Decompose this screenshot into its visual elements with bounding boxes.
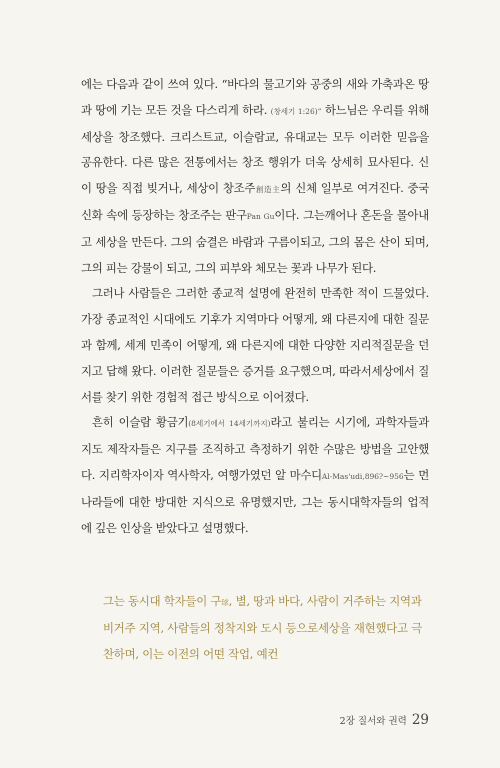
paragraph <box>81 72 429 281</box>
text-run: 되고, 그의 몸은 산이 되며, 그의 피는 강물이 되고, 그의 피부와 체모 <box>81 234 429 275</box>
inline-annotation: (8세기에서 14세기까지) <box>188 419 271 429</box>
text-run: 는 먼 나라들에 대한 방대한 지식으로 유명했지만, 그는 동시대 <box>81 467 429 509</box>
text-run: 세상을 재현했다고 극찬하며, 이는 이전의 어떤 작업, 예컨 <box>103 620 423 661</box>
text-run: 들과 지도 제작자들은 지구를 조직하고 측정하기 위한 수많은 방법 <box>81 415 429 457</box>
text-run: 는 꽃과 나무가 된다. <box>276 260 377 275</box>
text-run: 이다. 그는 <box>274 207 325 222</box>
text-run: 한 질문과 함께, 세계 민족이 어떻게, 왜 다른지에 대한 다양한 지리적 <box>81 312 429 352</box>
text-run: 의 신체 일부 <box>280 181 343 196</box>
paragraph <box>81 281 429 410</box>
inline-annotation: Al-Mas'udi, <box>321 471 365 481</box>
chapter-title: 2장 질서와 권력 <box>339 716 407 727</box>
text-run: 하는 지역과 비거주 지역, 사람들의 정착지와 도시 등으로 <box>103 594 422 635</box>
text-run: 히 묘사된다. 신이 땅을 직접 빚거나, 세상이 창조주 <box>81 155 430 196</box>
text-run: 하느님은 우 <box>321 102 383 117</box>
inline-annotation: 創造主 <box>255 185 281 195</box>
inline-annotation: 球 <box>221 598 229 607</box>
text-run: 질문을 던지고 답해 왔다. 이러한 질문들은 증거를 요구했으며, 따라서 <box>81 337 429 378</box>
text-run: 깨어나 혼돈을 몰아내고 세상을 만든다. 그의 숨결은 바람과 구름이 <box>81 207 429 249</box>
text-run: 온 땅과 땅에 기는 모든 것을 다스리게 하라. <box>81 77 429 117</box>
text-run: 라고 불리는 시기에, 과학자 <box>270 415 408 430</box>
text-run: 흔히 이슬람 황금기 <box>92 415 189 430</box>
text-run: 러한 믿음을 공유한다. 다른 많은 전통에서는 창조 행위가 더욱 상세 <box>81 129 429 170</box>
text-run: 을 고안했다. 지리학자이자 역사학자, 여행가였던 알 마수디 <box>81 442 429 482</box>
page-number: 29 <box>411 712 429 728</box>
text-run: 그는 동시대 학자들이 구 <box>103 594 222 608</box>
text-run: 로 여겨진다. 중국 신화 속에 등장하는 창조주는 판구 <box>81 181 430 222</box>
text-run: 학자들의 업적에 깊은 인상을 받았다고 설명했다. <box>81 494 429 535</box>
pull-quote-text <box>103 589 423 667</box>
body-text <box>81 72 429 541</box>
inline-annotation: 896?~956 <box>364 471 404 481</box>
text-run: 세상에서 질서를 찾기 위한 경험적 접근 방식으로 이어졌다. <box>81 363 430 404</box>
inline-annotation: (창세기 1:26)” <box>270 106 322 116</box>
text-run: 그러나 사람들은 그러한 종교적 설명에 완전히 만족한 적이 드물었 <box>92 286 415 301</box>
inline-annotation: Pan Gu <box>246 211 275 221</box>
text-run: 리를 위해 세상을 창조했다. 크리스트교, 이슬람교, 유대교는 모두 이 <box>81 102 429 144</box>
text-run: 다. 가장 종교적인 시대에도 기후가 지역마다 어떻게, 왜 다른지에 대 <box>81 286 429 327</box>
text-run: , 별, 땅과 바다, 사람이 거주 <box>228 594 365 608</box>
text-run: 에는 다음과 같이 쓰여 있다. “바다의 물고기와 공중의 새와 가축과 <box>81 77 404 91</box>
page-footer <box>340 712 429 728</box>
paragraph <box>81 410 429 541</box>
pull-quote <box>103 589 423 667</box>
